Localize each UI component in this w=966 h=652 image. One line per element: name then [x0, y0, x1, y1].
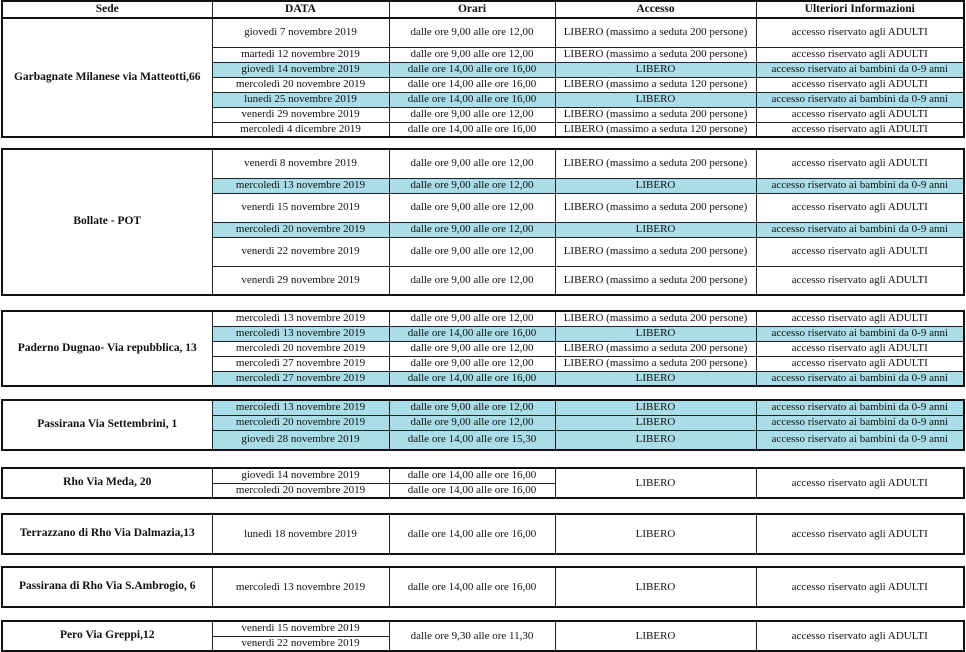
info-cell: accesso riservato agli ADULTI: [756, 122, 964, 137]
access-cell: LIBERO (massimo a seduta 200 persone): [555, 341, 756, 356]
info-cell: accesso riservato ai bambini da 0-9 anni: [756, 430, 964, 450]
time-cell: dalle ore 9,30 alle ore 11,30: [389, 621, 555, 651]
date-cell: giovedì 28 novembre 2019: [212, 430, 389, 450]
access-cell: LIBERO (massimo a seduta 200 persone): [555, 266, 756, 295]
date-cell: mercoledì 27 novembre 2019: [212, 371, 389, 386]
time-cell: dalle ore 14,00 alle ore 16,00: [389, 514, 555, 554]
date-cell: mercoledì 13 novembre 2019: [212, 567, 389, 607]
header-data: DATA: [212, 1, 389, 19]
info-cell: accesso riservato ai bambini da 0-9 anni: [756, 178, 964, 193]
info-cell: accesso riservato agli ADULTI: [756, 149, 964, 178]
access-cell: LIBERO (massimo a seduta 200 persone): [555, 237, 756, 266]
location-block: [1, 310, 965, 387]
access-cell: LIBERO: [555, 514, 756, 554]
time-cell: dalle ore 9,00 alle ore 12,00: [389, 400, 555, 415]
time-cell: dalle ore 9,00 alle ore 12,00: [389, 107, 555, 122]
info-cell: accesso riservato ai bambini da 0-9 anni: [756, 92, 964, 107]
sede-cell: Passirana di Rho Via S.Ambrogio, 6: [2, 567, 212, 607]
date-cell: venerdì 15 novembre 2019: [212, 193, 389, 222]
table-row: [2, 567, 964, 607]
access-cell: LIBERO (massimo a seduta 200 persone): [555, 18, 756, 47]
header-info: Ulteriori Informazioni: [756, 1, 964, 19]
date-cell: mercoledì 4 dicembre 2019: [212, 122, 389, 137]
access-cell: LIBERO: [555, 400, 756, 415]
access-cell: LIBERO: [555, 567, 756, 607]
location-block: [1, 566, 965, 608]
date-cell: giovedì 7 novembre 2019: [212, 18, 389, 47]
info-cell: accesso riservato agli ADULTI: [756, 311, 964, 326]
access-cell: LIBERO: [555, 430, 756, 450]
info-cell: accesso riservato ai bambini da 0-9 anni: [756, 62, 964, 77]
date-cell: venerdì 29 novembre 2019: [212, 107, 389, 122]
date-cell: lunedì 18 novembre 2019: [212, 514, 389, 554]
sede-cell: Pero Via Greppi,12: [2, 621, 212, 651]
date-cell: mercoledì 20 novembre 2019: [212, 341, 389, 356]
header-sede: Sede: [2, 1, 212, 19]
time-cell: dalle ore 14,00 alle ore 16,00: [389, 77, 555, 92]
date-cell: mercoledì 20 novembre 2019: [212, 77, 389, 92]
time-cell: dalle ore 9,00 alle ore 12,00: [389, 311, 555, 326]
time-cell: dalle ore 14,00 alle ore 16,00: [389, 326, 555, 341]
date-cell: mercoledì 20 novembre 2019: [212, 415, 389, 430]
time-cell: dalle ore 14,00 alle ore 16,00: [389, 483, 555, 498]
access-cell: LIBERO: [555, 371, 756, 386]
access-cell: LIBERO (massimo a seduta 200 persone): [555, 356, 756, 371]
time-cell: dalle ore 14,00 alle ore 16,00: [389, 62, 555, 77]
date-cell: mercoledì 20 novembre 2019: [212, 483, 389, 498]
info-cell: accesso riservato ai bambini da 0-9 anni: [756, 222, 964, 237]
info-cell: accesso riservato agli ADULTI: [756, 341, 964, 356]
time-cell: dalle ore 14,00 alle ore 15,30: [389, 430, 555, 450]
access-cell: LIBERO: [555, 621, 756, 651]
access-cell: LIBERO (massimo a seduta 200 persone): [555, 311, 756, 326]
table-row: [2, 18, 964, 47]
access-cell: LIBERO (massimo a seduta 200 persone): [555, 47, 756, 62]
access-cell: LIBERO: [555, 415, 756, 430]
table-row: [2, 400, 964, 415]
date-cell: mercoledì 13 novembre 2019: [212, 326, 389, 341]
sede-cell: Rho Via Meda, 20: [2, 468, 212, 498]
time-cell: dalle ore 14,00 alle ore 16,00: [389, 468, 555, 483]
time-cell: dalle ore 9,00 alle ore 12,00: [389, 415, 555, 430]
time-cell: dalle ore 9,00 alle ore 12,00: [389, 266, 555, 295]
access-cell: LIBERO: [555, 326, 756, 341]
header-orari: Orari: [389, 1, 555, 19]
info-cell: accesso riservato agli ADULTI: [756, 514, 964, 554]
info-cell: accesso riservato agli ADULTI: [756, 107, 964, 122]
time-cell: dalle ore 9,00 alle ore 12,00: [389, 341, 555, 356]
sede-cell: Bollate - POT: [2, 149, 212, 295]
location-block: [1, 513, 965, 555]
table-row: [2, 468, 964, 483]
date-cell: giovedì 14 novembre 2019: [212, 468, 389, 483]
date-cell: mercoledì 13 novembre 2019: [212, 400, 389, 415]
sede-cell: Garbagnate Milanese via Matteotti,66: [2, 18, 212, 137]
date-cell: mercoledì 13 novembre 2019: [212, 311, 389, 326]
info-cell: accesso riservato agli ADULTI: [756, 621, 964, 651]
table-row: [2, 621, 964, 636]
time-cell: dalle ore 14,00 alle ore 16,00: [389, 122, 555, 137]
location-block: [1, 467, 965, 499]
date-cell: mercoledì 20 novembre 2019: [212, 222, 389, 237]
table-row: [2, 311, 964, 326]
info-cell: accesso riservato agli ADULTI: [756, 356, 964, 371]
info-cell: accesso riservato agli ADULTI: [756, 567, 964, 607]
time-cell: dalle ore 14,00 alle ore 16,00: [389, 371, 555, 386]
access-cell: LIBERO (massimo a seduta 200 persone): [555, 149, 756, 178]
time-cell: dalle ore 9,00 alle ore 12,00: [389, 149, 555, 178]
access-cell: LIBERO (massimo a seduta 120 persone): [555, 122, 756, 137]
date-cell: lunedì 25 novembre 2019: [212, 92, 389, 107]
date-cell: mercoledì 13 novembre 2019: [212, 178, 389, 193]
date-cell: martedì 12 novembre 2019: [212, 47, 389, 62]
access-cell: LIBERO (massimo a seduta 200 persone): [555, 107, 756, 122]
time-cell: dalle ore 14,00 alle ore 16,00: [389, 567, 555, 607]
location-block: [1, 17, 965, 138]
access-cell: LIBERO (massimo a seduta 120 persone): [555, 77, 756, 92]
access-cell: LIBERO: [555, 92, 756, 107]
info-cell: accesso riservato agli ADULTI: [756, 47, 964, 62]
info-cell: accesso riservato agli ADULTI: [756, 266, 964, 295]
time-cell: dalle ore 14,00 alle ore 16,00: [389, 92, 555, 107]
sede-cell: Passirana Via Settembrini, 1: [2, 400, 212, 450]
info-cell: accesso riservato agli ADULTI: [756, 18, 964, 47]
date-cell: venerdì 29 novembre 2019: [212, 266, 389, 295]
access-cell: LIBERO: [555, 222, 756, 237]
access-cell: LIBERO: [555, 468, 756, 498]
date-cell: mercoledì 27 novembre 2019: [212, 356, 389, 371]
date-cell: venerdì 15 novembre 2019: [212, 621, 389, 636]
info-cell: accesso riservato ai bambini da 0-9 anni: [756, 400, 964, 415]
location-block: [1, 148, 965, 296]
date-cell: venerdì 8 novembre 2019: [212, 149, 389, 178]
location-block: [1, 620, 965, 652]
date-cell: giovedì 14 novembre 2019: [212, 62, 389, 77]
time-cell: dalle ore 9,00 alle ore 12,00: [389, 237, 555, 266]
info-cell: accesso riservato ai bambini da 0-9 anni: [756, 326, 964, 341]
time-cell: dalle ore 9,00 alle ore 12,00: [389, 47, 555, 62]
access-cell: LIBERO: [555, 62, 756, 77]
table-row: [2, 149, 964, 178]
sede-cell: Terrazzano di Rho Via Dalmazia,13: [2, 514, 212, 554]
time-cell: dalle ore 9,00 alle ore 12,00: [389, 193, 555, 222]
sede-cell: Paderno Dugnao- Via repubblica, 13: [2, 311, 212, 386]
date-cell: venerdì 22 novembre 2019: [212, 237, 389, 266]
header-accesso: Accesso: [555, 1, 756, 19]
info-cell: accesso riservato ai bambini da 0-9 anni: [756, 415, 964, 430]
time-cell: dalle ore 9,00 alle ore 12,00: [389, 178, 555, 193]
info-cell: accesso riservato agli ADULTI: [756, 468, 964, 498]
date-cell: venerdì 22 novembre 2019: [212, 636, 389, 651]
access-cell: LIBERO (massimo a seduta 200 persone): [555, 193, 756, 222]
info-cell: accesso riservato agli ADULTI: [756, 237, 964, 266]
info-cell: accesso riservato ai bambini da 0-9 anni: [756, 371, 964, 386]
time-cell: dalle ore 9,00 alle ore 12,00: [389, 222, 555, 237]
access-cell: LIBERO: [555, 178, 756, 193]
info-cell: accesso riservato agli ADULTI: [756, 193, 964, 222]
location-block: [1, 399, 965, 451]
info-cell: accesso riservato agli ADULTI: [756, 77, 964, 92]
time-cell: dalle ore 9,00 alle ore 12,00: [389, 18, 555, 47]
table-row: [2, 514, 964, 554]
time-cell: dalle ore 9,00 alle ore 12,00: [389, 356, 555, 371]
